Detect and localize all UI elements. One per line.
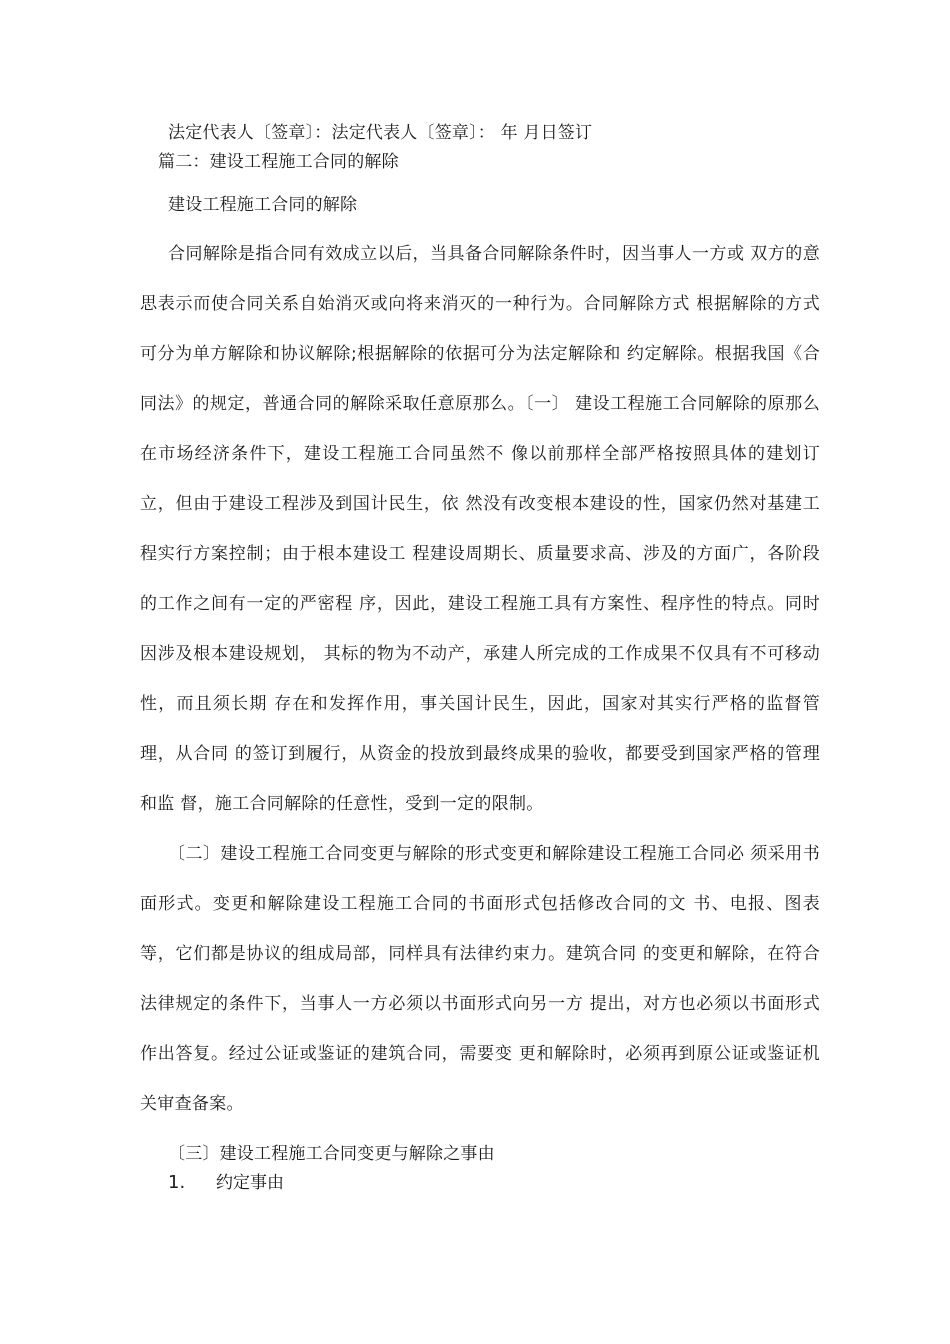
paragraph-1: 合同解除是指合同有效成立以后，当具备合同解除条件时，因当事人一方或 双方的意思表示而使合同关系自始消灭或向将来消灭的一种行为。合同解除方式 根据解除的方式可分为单方解除和协议解除;根据解除的依据可分为法定解除和 约定解除。根据我国《合同法》的规定，普通合同的解除采取任意原那么。〔一〕 建设工程施工合同解除的原那么在市场经济条件下，建设工程施工合同虽然不 像以前那样全部严格按照具体的建划订立，但由于建设工程涉及到国计民生，依 然没有改变根本建设的性，国家仍然对基建工程实行方案控制；由于根本建设工 程建设周期长、质量要求高、涉及的方面广，各阶段的工作之间有一定的严密程 序，因此，建设工程施工具有方案性、程序性的特点。同时因涉及根本建设规划， 其标的物为不动产，承建人所完成的工作成果不仅具有不可移动性，而且须长期 存在和发挥作用，事关国计民生，因此，国家对其实行严格的监督管理，从合同 的签订到履行，从资金的投放到最终成果的验收，都要受到国家严格的管理和监 督，施工合同解除的任意性，受到一定的限制。 (140, 244, 820, 814)
section-title: 篇二：建设工程施工合同的解除 (158, 152, 399, 172)
subtitle: 建设工程施工合同的解除 (168, 195, 358, 215)
paragraph-2: 〔二〕建设工程施工合同变更与解除的形式变更和解除建设工程施工合同必 须采用书面形式。变更和解除建设工程施工合同的书面形式包括修改合同的文 书、电报、图表等，它们都是协议的组成局部，同样具有法律约束力。建筑合同 的变更和解除，在符合法律规定的条件下，当事人一方必须以书面形式向另一方 提出，对方也必须以书面形式作出答复。经过公证或鉴证的建筑合同，需要变 更和解除时，必须再到原公证或鉴证机关审查备案。 (140, 844, 820, 1114)
signature-line: 法定代表人〔签章〕：法定代表人〔签章〕： 年 月日签订 (168, 123, 593, 143)
list-item-number: 1. (168, 1172, 186, 1193)
sub-heading: 〔三〕建设工程施工合同变更与解除之事由 (168, 1144, 495, 1164)
list-item-label: 约定事由 (216, 1173, 284, 1193)
